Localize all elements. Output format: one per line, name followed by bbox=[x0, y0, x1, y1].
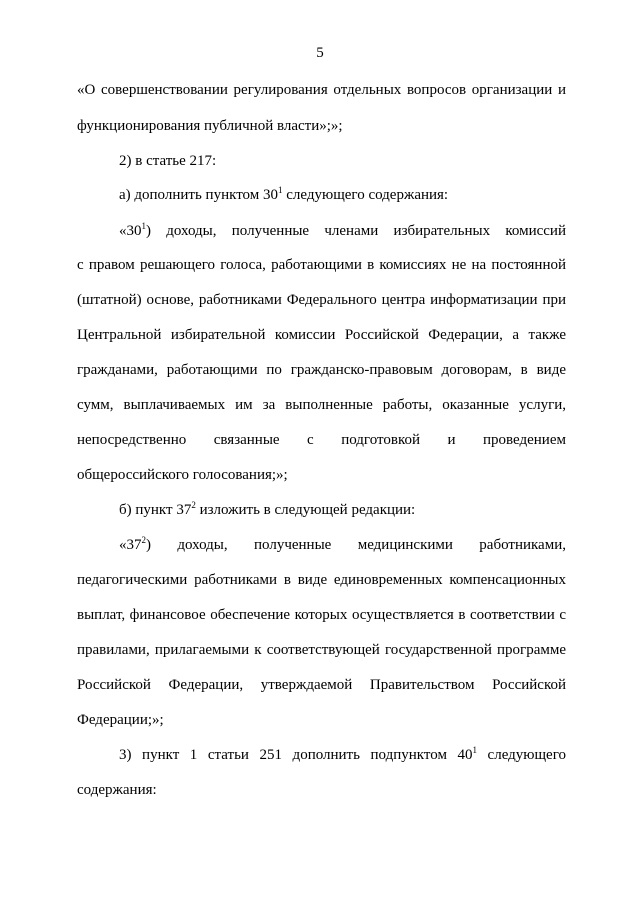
text-line: сумм, выплачиваемых им за выполненные работы, оказанные услуги, bbox=[77, 397, 566, 413]
text-line: «$30^1$) доходы, полученные членами избирательных комиссий bbox=[119, 221, 566, 239]
page-number: 5 bbox=[316, 45, 324, 61]
text-line: правилами, прилагаемыми к соответствующей государственной программе bbox=[77, 642, 566, 658]
text-line: содержания: bbox=[77, 782, 157, 798]
text-line: Центральной избирательной комиссии Российской Федерации, а также bbox=[77, 327, 566, 343]
text-line: Российской Федерации, утверждаемой Правительством Российской bbox=[77, 677, 566, 693]
text-line: Федерации;»; bbox=[77, 712, 164, 728]
text-line: непосредственно связанные с подготовкой и проведением bbox=[77, 432, 566, 448]
text-line: педагогическими работниками в виде единовременных компенсационных bbox=[77, 572, 566, 588]
text-line: б) пункт $37^2$ изложить в следующей редакции: bbox=[119, 500, 416, 518]
text-line: с правом решающего голоса, работающими в комиссиях не на постоянной bbox=[77, 257, 566, 273]
text-line: выплат, финансовое обеспечение которых осуществляется в соответствии с bbox=[77, 607, 566, 623]
text-line: (штатной) основе, работниками Федерального центра информатизации при bbox=[77, 292, 566, 308]
text-line: 2) в статье 217: bbox=[119, 153, 217, 169]
text-line: «О совершенствовании регулирования отдельных вопросов организации и bbox=[77, 82, 566, 98]
text-line: «$37^2$) доходы, полученные медицинскими работниками, bbox=[119, 535, 566, 553]
text-line: 3) пункт 1 статьи 251 дополнить подпунктом $40^1$ следующего bbox=[119, 745, 566, 763]
text-line: общероссийского голосования;»; bbox=[77, 467, 288, 483]
text-line: функционирования публичной власти»;»; bbox=[77, 118, 343, 134]
text-line: гражданами, работающими по гражданско-правовым договорам, в виде bbox=[77, 362, 566, 378]
text-line: а) дополнить пунктом $30^1$ следующего содержания: bbox=[119, 185, 449, 203]
